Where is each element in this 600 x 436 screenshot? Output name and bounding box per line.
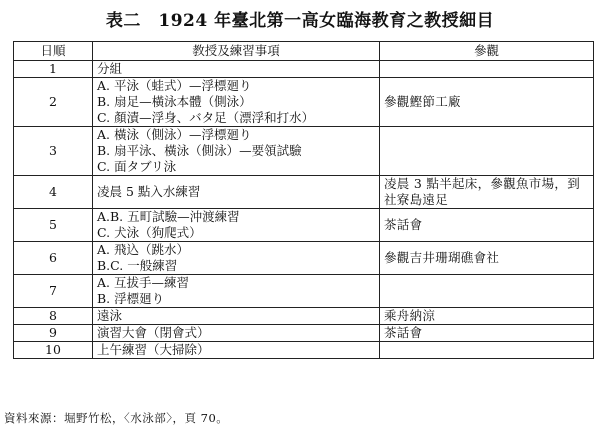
table-title: 表二 1924 年臺北第一高女臨海教育之教授細目 — [105, 11, 495, 31]
content-item: B. 扇平泳、橫泳（側泳）—要領試驗 — [97, 143, 302, 158]
header-content: 教授及練習事項 — [93, 42, 380, 61]
visit-text: 參觀鰹節工廠 — [384, 94, 461, 109]
table-row — [14, 325, 594, 342]
schedule-table — [13, 41, 594, 359]
visit-cell — [380, 209, 594, 242]
visit-text: 乘舟納涼 — [384, 308, 436, 323]
content-cell — [93, 308, 380, 325]
day-cell: 9 — [14, 325, 93, 342]
content-item: A. 平泳（蛙式）—浮標廻り — [97, 78, 252, 93]
source-note: 資料來源：堀野竹松，〈水泳部〉，頁 70。 — [4, 411, 229, 425]
content-cell — [93, 275, 380, 308]
day-cell: 2 — [14, 78, 93, 127]
table-row — [14, 61, 594, 78]
content-cell — [93, 78, 380, 127]
content-item: B. 扇足—橫泳本體（側泳） — [97, 94, 252, 109]
content-cell — [93, 127, 380, 176]
table-row — [14, 209, 594, 242]
visit-cell — [380, 275, 594, 308]
content-item: 分組 — [97, 61, 123, 76]
content-item: A. 互拔手—練習 — [97, 275, 189, 290]
table-row — [14, 308, 594, 325]
day-cell: 10 — [14, 342, 93, 359]
day-cell: 8 — [14, 308, 93, 325]
table-row — [14, 176, 594, 209]
content-item: A. 飛込（跳水） — [97, 242, 189, 257]
content-item: C. 顏漬—浮身、バタ足（漂浮和打水） — [97, 110, 315, 125]
content-cell — [93, 61, 380, 78]
visit-cell — [380, 308, 594, 325]
content-cell — [93, 209, 380, 242]
content-item: B. 浮標廻り — [97, 291, 165, 306]
day-cell: 1 — [14, 61, 93, 78]
content-item: C. 犬泳（狗爬式） — [97, 225, 202, 240]
visit-cell — [380, 325, 594, 342]
table-row — [14, 275, 594, 308]
visit-text: 茶話會 — [384, 325, 423, 340]
visit-text: 凌晨 3 點半起床，參觀魚市場，到社寮島遠足 — [384, 176, 581, 207]
visit-cell — [380, 242, 594, 275]
day-cell: 4 — [14, 176, 93, 209]
content-item: 上午練習（大掃除） — [97, 342, 210, 357]
visit-cell — [380, 342, 594, 359]
visit-cell — [380, 127, 594, 176]
content-item: 遠泳 — [97, 308, 123, 323]
day-cell: 7 — [14, 275, 93, 308]
content-cell — [93, 242, 380, 275]
header-day: 日順 — [14, 42, 93, 61]
table-row — [14, 342, 594, 359]
table-row — [14, 78, 594, 127]
visit-text: 茶話會 — [384, 217, 423, 232]
visit-text: 參觀吉井珊瑚礁會社 — [384, 250, 500, 265]
day-cell: 6 — [14, 242, 93, 275]
header-visit: 參觀 — [380, 42, 594, 61]
content-cell — [93, 325, 380, 342]
content-item: 凌晨 5 點入水練習 — [97, 184, 201, 199]
content-item: B.C. 一般練習 — [97, 258, 178, 273]
content-item: A. 橫泳（側泳）—浮標廻り — [97, 127, 252, 142]
visit-cell — [380, 61, 594, 78]
content-cell — [93, 342, 380, 359]
content-cell — [93, 176, 380, 209]
content-item: 演習大會（閉會式） — [97, 325, 210, 340]
content-item: A.B. 五町試驗—沖渡練習 — [97, 209, 240, 224]
day-cell: 3 — [14, 127, 93, 176]
table-header-row — [14, 42, 594, 61]
table-row — [14, 127, 594, 176]
content-item: C. 面タブリ泳 — [97, 159, 177, 174]
day-cell: 5 — [14, 209, 93, 242]
visit-cell — [380, 78, 594, 127]
visit-cell — [380, 176, 594, 209]
table-row — [14, 242, 594, 275]
